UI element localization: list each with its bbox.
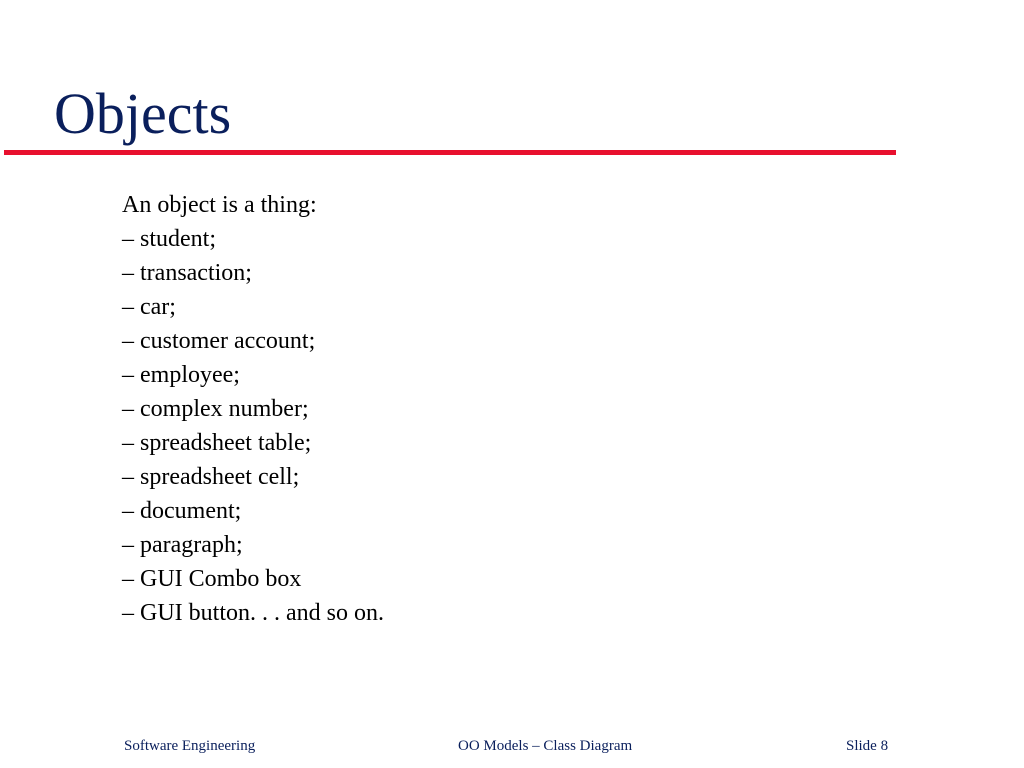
list-item: – GUI button. . . and so on. (122, 600, 384, 626)
list-item: – complex number; (122, 396, 309, 422)
footer-topic: OO Models – Class Diagram (458, 738, 633, 754)
list-item: – GUI Combo box (122, 566, 302, 592)
intro-text: An object is a thing: (122, 192, 317, 218)
list-item: – transaction; (122, 260, 252, 286)
list-item: – spreadsheet cell; (122, 464, 300, 490)
footer-slide-number: Slide 8 (846, 738, 889, 754)
list-item: – car; (122, 294, 176, 320)
list-item: – employee; (122, 362, 240, 388)
list-item: – spreadsheet table; (122, 430, 312, 456)
footer-course: Software Engineering (124, 738, 256, 754)
title-underline (4, 150, 896, 155)
list-item: – customer account; (122, 328, 316, 354)
list-item: – document; (122, 498, 242, 524)
slide-title: Objects (54, 81, 232, 146)
list-item: – paragraph; (122, 532, 243, 558)
list-item: – student; (122, 226, 216, 252)
slide-body (122, 188, 822, 630)
